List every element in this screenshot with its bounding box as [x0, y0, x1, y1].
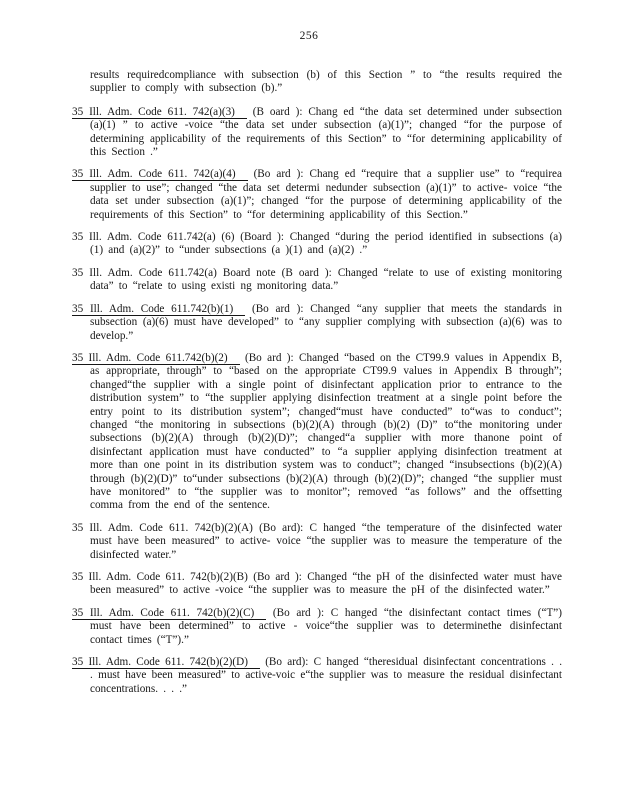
code-entry: [72, 571, 562, 598]
code-entry: [72, 522, 562, 562]
code-citation: 35 Ill. Adm. Code 611. 742(a)(4): [72, 168, 248, 181]
entry-text: (Bo ard ): Changed “any supplier that meets the standards in subsection (a)(6) must have developed” to “any supplier complying with subsection (a)(6) was to develop.”: [90, 302, 562, 342]
code-entry: [72, 106, 562, 160]
code-citation: 35 Ill. Adm. Code 611.742(a) (6): [72, 231, 235, 244]
code-citation: 35 Ill. Adm. Code 611.742(b)(1): [72, 303, 245, 316]
entry-text: (B oard ): Chang ed “the data set determined under subsection (a)(1) ” to active -voice “the data set under subsection (a)(1)”; changed “for the purpose of determining applicability of the requirements of this Section” to “for determining applicability of this Section .”: [90, 105, 562, 159]
code-entry: [72, 656, 562, 696]
document-body: [72, 69, 562, 696]
code-citation: 35 Ill. Adm. Code 611. 742(b)(2)(C): [72, 607, 266, 620]
continuation-paragraph: [90, 69, 562, 96]
entry-text: (Board ): Changed “during the period identified in subsections (a)(1) and (a)(2)” to “under subsections (a )(1) and (a)(2) .”: [90, 231, 562, 257]
code-entry: [72, 267, 562, 294]
page-number: 256: [299, 30, 319, 42]
entry-text: (Bo ard): C hanged “theresidual disinfectant concentrations . . . must have been measured” to active-voic e“the supplier was to measure the residual disinfectant concentrations. . . .”: [90, 656, 562, 695]
code-entry: [72, 303, 562, 343]
code-entry: [72, 168, 562, 222]
code-citation: 35 Ill. Adm. Code 611.742(a) Board note: [72, 266, 276, 279]
code-citation: 35 Ill. Adm. Code 611. 742(b)(2)(A): [72, 521, 253, 534]
code-citation: 35 Ill. Adm. Code 611. 742(b)(2)(B): [72, 571, 248, 583]
entry-text: (Bo ard ): Changed “the pH of the disinfected water must have been measured” to active -voice “the supplier was to measure the pH of the disinfected water.”: [90, 571, 562, 597]
entry-text: (Bo ard ): Changed “based on the CT99.9 values in Appendix B, as appropriate, through” to “based on the appropriate CT99.9 values in Appendix B through”; changed“the supplier with a single point of disinfectant application prior to entrance to the distribution system” to “the supplier applying disinfection treatment at a single point before the entry point to its distribution system”; changed“must have conducted” to“was to conduct”; changed “the monitoring in subsections (b)(2)(A) through (b)(2) (D)” to“the monitoring under subsections (b)(2)(A) through (b)(2)(D)”; changed“a supplier with more thanone point of disinfectant application must have conducted” to “a supplier applying disinfection treatment at more than one point in its distribution system was to conduct”; changed “insubsections (b)(2)(A) through (b)(2)(D)” to“under subsections (b)(2)(A) through (b)(2)(D)”; changed “the supplier must have monitored” to “the supplier was to monitor”; removed “as follows” and the offsetting comma from the end of the sentence.: [90, 351, 562, 512]
entry-text: (Bo ard): C hanged “the temperature of the disinfected water must have been measured” to active- voice “the supplier was to measure the temperature of the disinfected water.”: [90, 521, 562, 561]
code-citation: 35 Ill. Adm. Code 611.742(b)(2): [72, 352, 240, 365]
code-citation: 35 Ill. Adm. Code 611. 742(a)(3): [72, 106, 247, 119]
code-entry: [72, 352, 562, 513]
continuation-text: results requiredcompliance with subsection (b) of this Section ” to “the results required the supplier to comply with subsection (b).”: [90, 69, 562, 95]
entry-text: (Bo ard ): Chang ed “require that a supplier use” to “requirea supplier to use”; changed “the data set determi nedunder subsection (a)(1)” to active- voice “the data set under subsection (a)(1)”; changed “for the purpose of determining applicability of the requirements of this Section” to “for determining applicability of this Section.”: [90, 168, 562, 221]
code-citation: 35 Ill. Adm. Code 611. 742(b)(2)(D): [72, 656, 260, 669]
code-entry: [72, 607, 562, 647]
entry-text: (Bo ard ): C hanged “the disinfectant contact times (“T”) must have been determined” to active - voice“the supplier was to determinethe disinfectant contact times (“T”).”: [90, 606, 562, 646]
entry-text: (B oard ): Changed “relate to use of existing monitoring data” to “relate to using existi ng monitoring data.”: [90, 266, 562, 293]
code-entry: [72, 231, 562, 258]
